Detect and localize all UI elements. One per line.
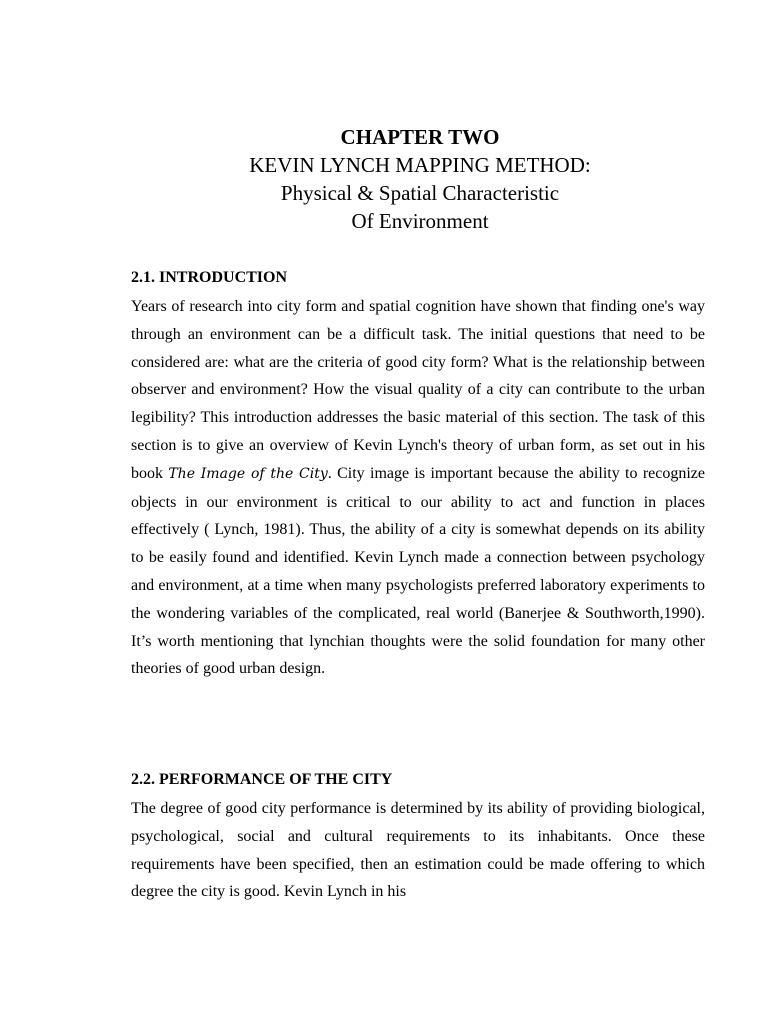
section-body-introduction: [131, 293, 705, 683]
book-title: The Image of the City: [168, 465, 328, 482]
chapter-label: CHAPTER TWO: [340, 125, 500, 149]
section-heading-introduction: 2.1. INTRODUCTION: [131, 269, 288, 286]
section-body-performance: The degree of good city performance is determined by its ability of providing biological, psychological, social and cultural requirements to its inhabitants. Once these requirements have been specified, then an estimation could be made offering to which degree the city is good. Kevin Lynch in his: [131, 800, 705, 901]
section-performance: [131, 770, 705, 906]
intro-text-part2: . City image is important because the ability to recognize objects in our environment is critical to our ability to act and function in places effectively ( Lynch, 1981). Thus, the ability of a city is somewhat depends on its ability to be easily found and identified. Kevin Lynch made a connection between psychology and environment, at a time when many psychologists preferred laboratory experiments to the wondering variables of the complicated, real world (Banerjee & Southworth,1990). It’s worth mentioning that lynchian thoughts were the solid foundation for many other theories of good urban design.: [131, 464, 706, 678]
chapter-subtitle-line2: Of Environment: [351, 209, 489, 233]
chapter-header: [0, 123, 768, 235]
section-introduction: [131, 268, 705, 683]
intro-text-part1: Years of research into city form and spatial cognition have shown that finding one's way through an environment can be a difficult task. The initial questions that need to be considered are: what are the criteria of good city form? What is the relationship between observer and environment? How the visual quality of a city can contribute to the urban legibility? This introduction addresses the basic material of this section. The task of this section is to give an overview of Kevin Lynch's theory of urban form, as set out in his book: [131, 298, 705, 482]
section-heading-performance: 2.2. PERFORMANCE OF THE CITY: [131, 771, 393, 788]
chapter-title: KEVIN LYNCH MAPPING METHOD:: [249, 153, 591, 177]
chapter-subtitle-line1: Physical & Spatial Characteristic: [280, 181, 560, 205]
